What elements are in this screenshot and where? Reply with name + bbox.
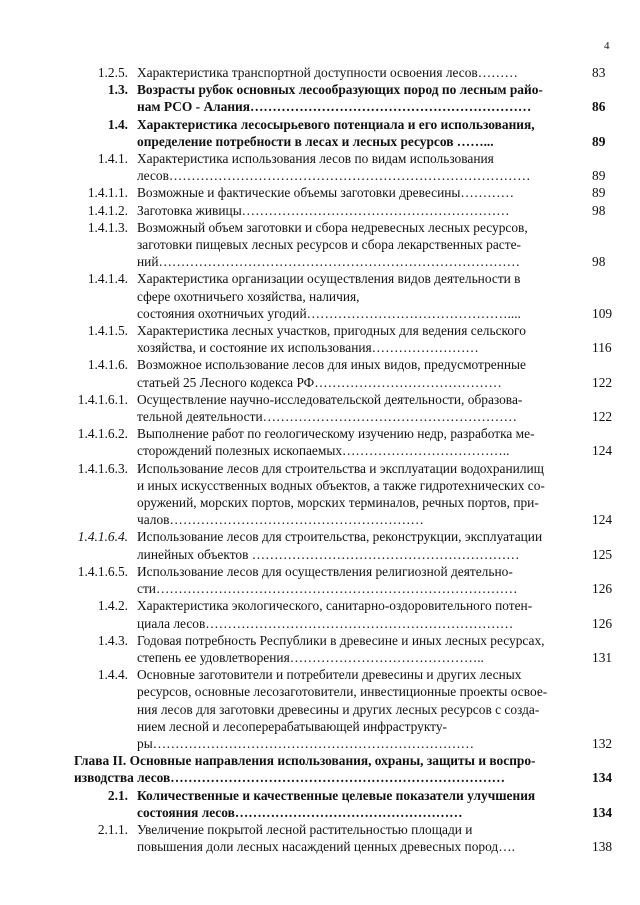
- toc-entry: [0, 391, 640, 425]
- toc-entry: [0, 632, 640, 666]
- toc-entry-number: 1.4.1.3.: [87, 219, 128, 235]
- toc-entry-title: [137, 81, 568, 115]
- toc-entry-line: сти………………………………………………………………………: [137, 581, 518, 597]
- toc-entry-line: заготовки пищевых лесных ресурсов и сбора лекарственных расте-: [137, 237, 521, 253]
- toc-entry-line: статьей 25 Лесного кодекса РФ……………………………………: [137, 374, 502, 390]
- toc-entry-page: 89: [592, 133, 606, 149]
- toc-entry-page: 134: [592, 804, 613, 820]
- toc-entry-line: состояния лесов……………………………………………: [137, 804, 463, 820]
- toc-entry-page: 98: [592, 202, 606, 218]
- toc-entry-line: ния лесов для заготовки древесины и других лесных ресурсов с созда-: [137, 701, 540, 717]
- toc-entry-line: Возможные и фактические объемы заготовки древесины…………: [137, 185, 514, 201]
- toc-entry-page: 131: [592, 649, 613, 665]
- toc-entry-number: 1.4.3.: [97, 632, 128, 648]
- toc-entry-line: степень ее удовлетворения……………………………………..: [137, 649, 484, 665]
- toc-entry-line: Характеристика транспортной доступности освоения лесов………: [137, 65, 518, 80]
- toc-entry-line: тельной деятельности…………………………………………………: [137, 409, 518, 425]
- toc-entry: [0, 64, 640, 81]
- toc-entry-page: 124: [592, 512, 613, 528]
- toc-entry-title: [137, 202, 568, 219]
- toc-entry-page: 122: [592, 409, 613, 425]
- toc-entry-line: Характеристика использования лесов по видам использования: [137, 151, 494, 167]
- toc-entry-line: оружений, морских портов, морских терминалов, речных портов, при-: [137, 495, 539, 511]
- toc-entry-page: 138: [592, 839, 613, 855]
- toc-entry-line: линейных объектов ……………………………………………………: [137, 546, 520, 562]
- toc-entry-title: [137, 666, 568, 752]
- toc-entry-line: Возможный объем заготовки и сбора недревесных лесных ресурсов,: [137, 219, 528, 235]
- toc-entry-title: [137, 184, 568, 201]
- toc-entry-number: 2.1.: [107, 787, 128, 803]
- toc-entry-title: [137, 425, 568, 459]
- toc-entry-number: 2.1.1.: [97, 821, 128, 837]
- toc-entry-line: Осуществление научно-исследовательской деятельности, образова-: [137, 391, 523, 407]
- toc-entry-line: Использование лесов для строительства и эксплуатации водохранилищ: [137, 460, 544, 476]
- toc-entry: [0, 270, 640, 322]
- toc-entry-page: 109: [592, 305, 613, 321]
- toc-entry-line: определение потребности в лесах и лесных ресурсов ……...: [137, 133, 494, 149]
- toc-entry-line: чалов…………………………………………………: [137, 512, 424, 528]
- toc-entry: [0, 322, 640, 356]
- chapter-line: Глава II. Основные направления использования, охраны, защиты и воспро-: [74, 753, 536, 769]
- toc-entry-line: ресурсов, основные лесозаготовители, инвестиционные проекты освое-: [137, 684, 548, 700]
- toc-entry-line: Возрасты рубок основных лесообразующих пород по лесным райо-: [137, 82, 543, 98]
- toc-entry-page: 132: [592, 735, 613, 751]
- toc-entry: [0, 597, 640, 631]
- toc-entry-number: 1.4.1.1.: [87, 185, 128, 201]
- toc-entry-number: 1.4.1.6.3.: [77, 460, 128, 476]
- toc-entry-page: 116: [592, 340, 612, 356]
- toc-entry-title: [137, 821, 568, 855]
- toc-entry-title: [137, 391, 568, 425]
- toc-entry-line: Характеристика организации осуществления видов деятельности в: [137, 271, 521, 287]
- toc-entry-title: [137, 787, 568, 821]
- toc-chapter-2: [0, 752, 640, 786]
- toc-entry-line: сфере охотничьего хозяйства, наличия,: [137, 288, 360, 304]
- toc-entry: [0, 150, 640, 184]
- toc-entry-line: Возможное использование лесов для иных видов, предусмотренные: [137, 357, 526, 373]
- toc-entry: [0, 821, 640, 855]
- toc-entry: [0, 81, 640, 115]
- toc-entry-line: Количественные и качественные целевые показатели улучшения: [137, 787, 536, 803]
- toc-entry-line: лесов………………………………………………………………………: [137, 168, 531, 184]
- toc-entry-page: 126: [592, 581, 613, 597]
- toc-entry: [0, 666, 640, 752]
- toc-section-2: [0, 787, 640, 856]
- toc-entry-line: ний………………………………………………………………………: [137, 254, 521, 270]
- page-number: 4: [604, 40, 610, 52]
- toc-entry-title: [137, 597, 568, 631]
- toc-entry-line: Использование лесов для строительства, реконструкции, эксплуатации: [137, 529, 543, 545]
- toc-entry-line: Основные заготовители и потребители древесины и других лесных: [137, 667, 522, 683]
- chapter-page: 134: [592, 770, 613, 786]
- toc-entry-page: 122: [592, 374, 613, 390]
- toc-entry: [0, 460, 640, 529]
- toc-entry-page: 124: [592, 443, 613, 459]
- toc-entry-title: [137, 219, 568, 271]
- toc-entry-title: [137, 322, 568, 356]
- toc-entry-line: нием лесной и лесоперерабатывающей инфраструкту-: [137, 718, 447, 734]
- toc-entry-title: [137, 632, 568, 666]
- toc-entry-line: циала лесов……………………………………………………………: [137, 615, 514, 631]
- toc-entry-title: [137, 150, 568, 184]
- toc-entry: [0, 184, 640, 201]
- toc-entry-line: повышения доли лесных насаждений ценных древесных пород….: [137, 839, 515, 855]
- toc-entry-title: [137, 528, 568, 562]
- toc-entry-title: [137, 356, 568, 390]
- toc-entry-number: 1.4.1.: [97, 151, 128, 167]
- toc-entry-line: Использование лесов для осуществления религиозной деятельно-: [137, 563, 513, 579]
- toc-entry-number: 1.4.1.5.: [87, 323, 128, 339]
- toc-entry-title: [137, 64, 568, 81]
- toc-entry: [0, 528, 640, 562]
- toc-entry-line: Увеличение покрытой лесной растительностью площади и: [137, 821, 473, 837]
- toc-entry-line: Годовая потребность Республики в древесине и иных лесных ресурсах,: [137, 632, 545, 648]
- toc-section-1: [0, 64, 640, 752]
- chapter-row: [74, 752, 640, 786]
- toc-entry: [0, 202, 640, 219]
- toc-entry-number: 1.4.2.: [97, 598, 128, 614]
- toc-entry-title: [137, 563, 568, 597]
- toc-entry: [0, 116, 640, 150]
- toc-entry-number: 1.4.1.6.1.: [77, 391, 128, 407]
- toc-entry-title: [137, 116, 568, 150]
- toc-entry-page: 89: [592, 185, 606, 201]
- toc-entry: [0, 787, 640, 821]
- toc-entry-page: 89: [592, 168, 606, 184]
- toc-entry-number: 1.4.1.6.: [87, 357, 128, 373]
- toc-entry-line: Характеристика лесных участков, пригодных для ведения сельского: [137, 323, 526, 339]
- toc-entry-line: Характеристика лесосырьевого потенциала и его использования,: [137, 116, 535, 132]
- toc-entry-page: 83: [592, 65, 606, 80]
- toc-entry-title: [137, 270, 568, 322]
- toc-entry-number: 1.4.1.4.: [87, 271, 128, 287]
- toc-entry: [0, 219, 640, 271]
- toc-entry: [0, 563, 640, 597]
- table-of-contents: [0, 64, 640, 855]
- toc-entry-number: 1.4.1.6.4.: [77, 529, 128, 545]
- chapter-line: изводства лесов…………………………………………………………………: [74, 770, 506, 786]
- toc-entry-page: 98: [592, 254, 606, 270]
- toc-entry-line: Выполнение работ по геологическому изучению недр, разработка ме-: [137, 426, 535, 442]
- toc-entry-line: сторождений полезных ископаемых………………………………..: [137, 443, 510, 459]
- toc-entry: [0, 425, 640, 459]
- toc-entry-title: [137, 460, 568, 529]
- toc-entry-line: Характеристика экологического, санитарно-оздоровительного потен-: [137, 598, 533, 614]
- toc-entry-number: 1.3.: [107, 82, 128, 98]
- toc-entry-line: и иных искусственных водных объектов, а также гидротехнических со-: [137, 477, 545, 493]
- toc-entry-line: нам РСО - Алания………………………………………………………: [137, 99, 532, 115]
- toc-entry-page: 86: [592, 99, 606, 115]
- toc-entry-number: 1.4.1.6.5.: [77, 563, 128, 579]
- chapter-title: [74, 752, 568, 786]
- toc-entry-number: 1.4.1.6.2.: [77, 426, 128, 442]
- toc-entry-line: состояния охотничьих угодий………………………………………....: [137, 305, 521, 321]
- toc-entry-number: 1.4.1.2.: [87, 202, 128, 218]
- toc-entry-number: 1.4.4.: [97, 667, 128, 683]
- toc-entry-page: 125: [592, 546, 613, 562]
- toc-entry-line: хозяйства, и состояние их использования……………………: [137, 340, 479, 356]
- toc-entry-number: 1.4.: [107, 116, 128, 132]
- toc-entry-line: Заготовка живицы……………………………………………………: [137, 202, 510, 218]
- toc-entry-number: 1.2.5.: [97, 65, 128, 80]
- toc-entry-line: ры………………………………………………………………: [137, 735, 475, 751]
- toc-entry-page: 126: [592, 615, 613, 631]
- toc-entry: [0, 356, 640, 390]
